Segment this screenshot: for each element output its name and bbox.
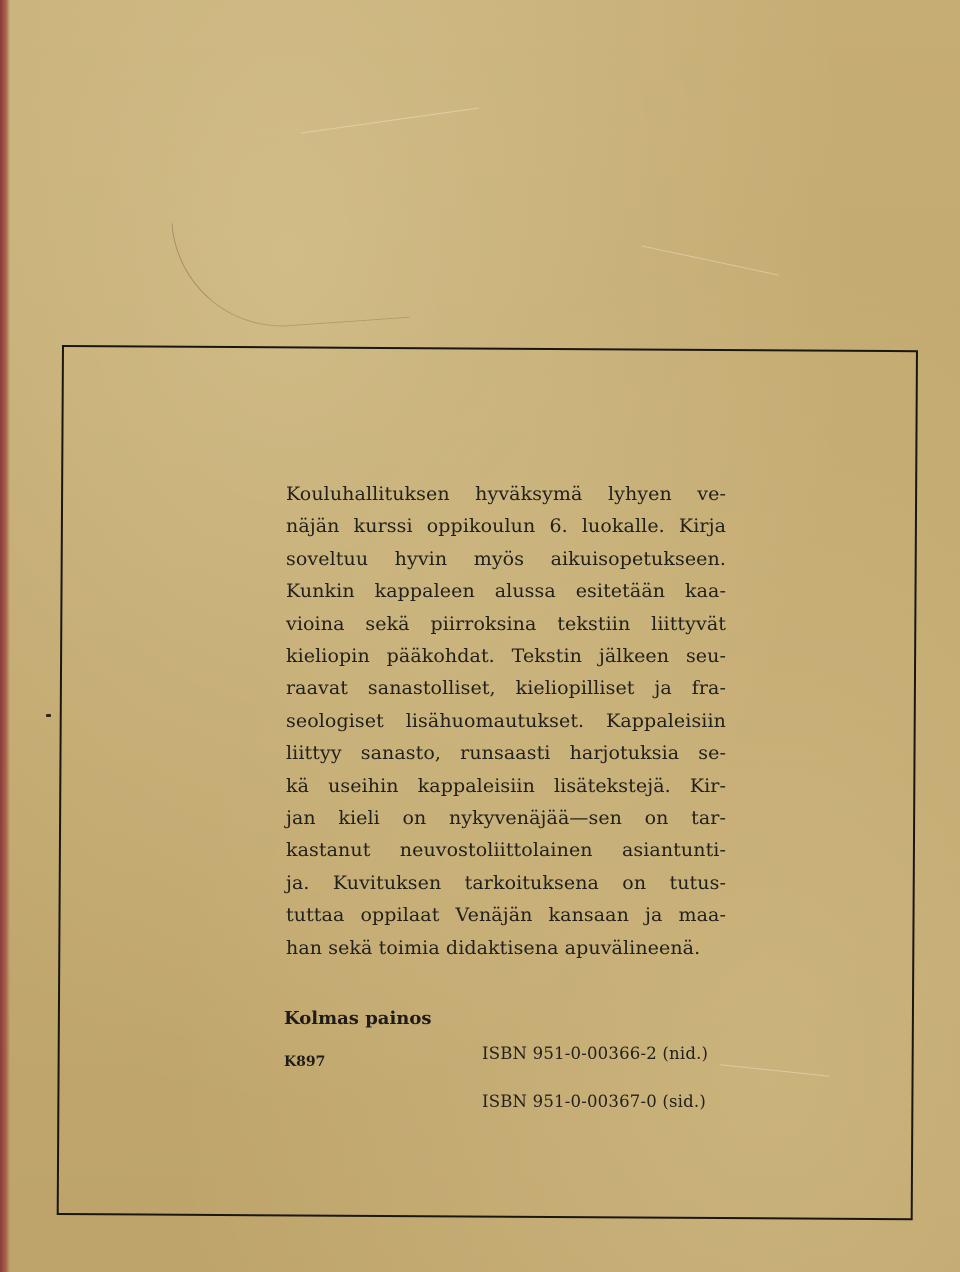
description-line: liittyy sanasto, runsaasti harjotuksia se-	[286, 742, 726, 765]
description-text	[286, 478, 726, 964]
description-line: Kunkin kappaleen alussa esitetään kaa-	[286, 580, 726, 603]
description-line: tuttaa oppilaat Venäjän kansaan ja maa-	[286, 904, 726, 927]
ink-speck	[46, 714, 51, 717]
description-line: raavat sanastolliset, kieliopilliset ja fra-	[286, 677, 726, 700]
edition-label: Kolmas painos	[284, 1008, 432, 1029]
isbn-paperback: ISBN 951-0-00366-2 (nid.)	[482, 1044, 709, 1063]
paper-crease	[171, 207, 409, 334]
description-line: Kouluhallituksen hyväksymä lyhyen ve-	[286, 483, 726, 505]
isbn-hardcover: ISBN 951-0-00367-0 (sid.)	[482, 1092, 707, 1111]
description-line: ja. Kuvituksen tarkoituksena on tutus-	[286, 871, 726, 894]
description-line: seologiset lisähuomautukset. Kappaleisiin	[286, 709, 726, 732]
description-line: soveltuu hyvin myös aikuisopetukseen.	[286, 547, 726, 570]
paper-scratch	[641, 245, 778, 275]
paper-scratch	[301, 107, 479, 133]
description-line: kä useihin kappaleisiin lisätekstejä. Kir-	[286, 774, 726, 797]
description-line: han sekä toimia didaktisena apuvälineenä.	[286, 936, 701, 959]
cover-spine-edge	[0, 0, 10, 1272]
description-line: näjän kurssi oppikoulun 6. luokalle. Kirja	[286, 515, 726, 538]
catalog-code: K897	[284, 1054, 326, 1070]
description-line: vioina sekä piirroksina tekstiin liittyvät	[286, 612, 726, 635]
description-line: kastanut neuvostoliittolainen asiantunti-	[286, 839, 726, 862]
description-line: jan kieli on nykyvenäjää—sen on tar-	[286, 807, 726, 830]
description-line: kieliopin pääkohdat. Tekstin jälkeen seu-	[286, 645, 726, 668]
